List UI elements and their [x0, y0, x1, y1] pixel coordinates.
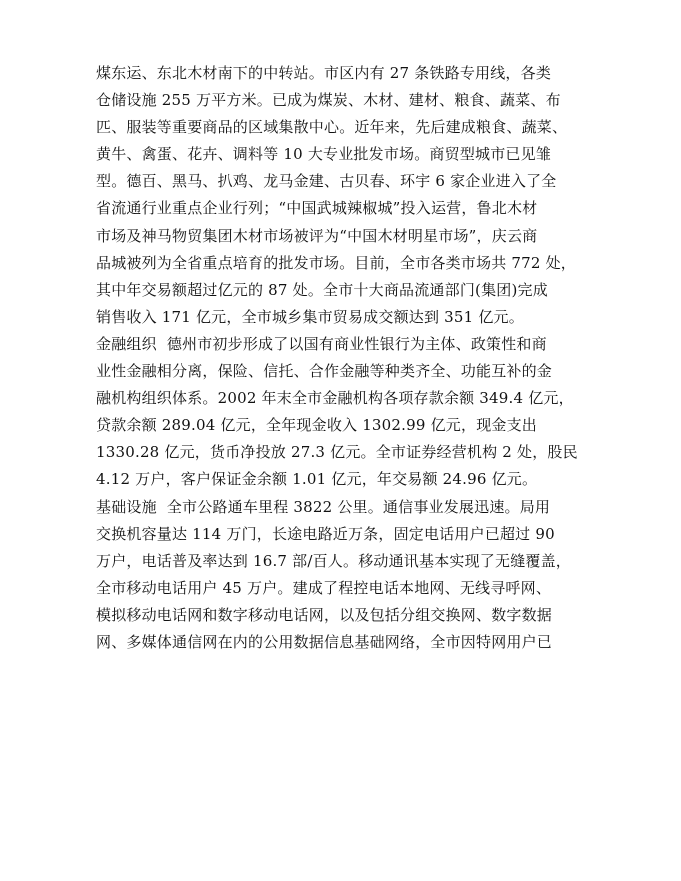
- text-line: 市场及神马物贸集团木材市场被评为“中国木材明星市场”，庆云商: [96, 226, 538, 245]
- text-line: 品城被列为全省重点培育的批发市场。目前，全市各类市场共 772 处，: [96, 253, 576, 272]
- text-line: 型。德百、黑马、扒鸡、龙马金建、古贝春、环宇 6 家企业进入了全: [96, 172, 557, 191]
- text-line: 4.12 万户，客户保证金余额 1.01 亿元，年交易额 24.96 亿元。: [96, 470, 538, 489]
- document-page: [96, 60, 616, 656]
- text-line: 仓储设施 255 万平方米。已成为煤炭、木材、建材、粮食、蔬菜、布: [96, 91, 561, 110]
- text-line: 1330.28 亿元，货币净投放 27.3 亿元。全市证券经营机构 2 处，股民: [96, 443, 578, 462]
- text-line: 省流通行业重点企业行列；“中国武城辣椒城”投入运营，鲁北木材: [96, 199, 538, 218]
- text-line: 万户，电话普及率达到 16.7 部/百人。移动通讯基本实现了无缝覆盖，: [96, 551, 571, 570]
- text-span: 德州市初步形成了以国有商业性银行为主体、政策性和商: [166, 334, 547, 353]
- section-heading-infrastructure: 基础设施: [96, 497, 157, 516]
- text-line: 煤东运、东北木材南下的中转站。市区内有 27 条铁路专用线，各类: [96, 64, 552, 82]
- text-line: [96, 331, 616, 358]
- text-line: 网、多媒体通信网在内的公用数据信息基础网络，全市因特网用户已: [96, 632, 553, 651]
- text-line: 全市移动电话用户 45 万户。建成了程控电话本地网、无线寻呼网、: [96, 578, 552, 597]
- section-infrastructure: [96, 494, 616, 657]
- text-line: 交换机容量达 114 万门，长途电路近万条，固定电话用户已超过 90: [96, 524, 555, 543]
- text-line: 匹、服装等重要商品的区域集散中心。近年来，先后建成粮食、蔬菜、: [96, 118, 568, 137]
- text-line: 黄牛、禽蛋、花卉、调料等 10 大专业批发市场。商贸型城市已见雏: [96, 145, 552, 164]
- section-finance: [96, 331, 616, 494]
- text-line: 贷款余额 289.04 亿元，全年现金收入 1302.99 亿元，现金支出: [96, 416, 537, 435]
- text-line: 融机构组织体系。2002 年末全市金融机构各项存款余额 349.4 亿元，: [96, 389, 574, 408]
- text-span: 全市公路通车里程 3822 公里。通信事业发展迅速。局用: [166, 497, 551, 516]
- paragraph-commerce: [96, 60, 616, 331]
- text-line: 销售收入 171 亿元，全市城乡集市贸易成交额达到 351 亿元。: [96, 307, 524, 326]
- text-line: 业性金融相分离，保险、信托、合作金融等种类齐全、功能互补的金: [96, 362, 553, 381]
- text-line: 模拟移动电话网和数字移动电话网，以及包括分组交换网、数字数据: [96, 605, 553, 624]
- text-line: 其中年交易额超过亿元的 87 处。全市十大商品流通部门(集团)完成: [96, 280, 548, 299]
- section-heading-finance: 金融组织: [96, 334, 157, 353]
- text-line: [96, 494, 616, 521]
